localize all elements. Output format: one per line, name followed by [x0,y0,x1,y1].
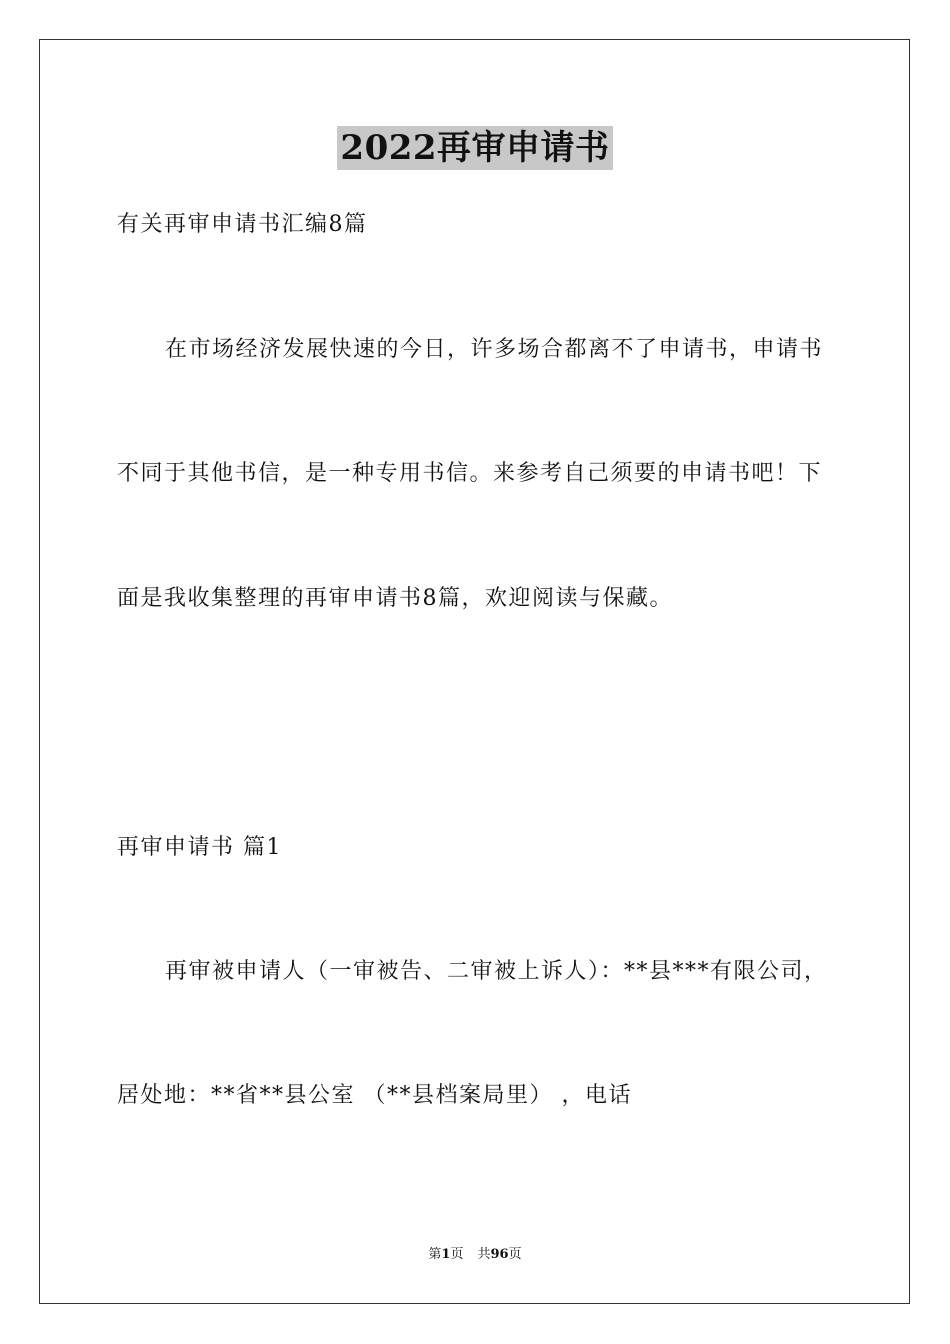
page-footer [0,1246,950,1264]
section-heading: 再审申请书 篇1 [117,835,282,860]
footer-total-prefix: 共 [477,1247,491,1262]
section-body-line-1: 再审被申请人（一审被告、二审被上诉人）：**县***有限公司， [165,959,828,984]
footer-page-prefix: 第 [428,1247,442,1262]
intro-line-2: 不同于其他书信，是一种专用书信。来参考自己须要的申请书吧！下 [117,461,823,486]
section-body-line-2: 居处地：**省**县公室 （**县档案局里） ，电话 [117,1083,632,1108]
footer-total-suffix: 页 [508,1247,522,1262]
document-title: 2022再审申请书 [337,126,612,170]
intro-line-3: 面是我收集整理的再审申请书8篇，欢迎阅读与保藏。 [117,586,673,611]
footer-total-pages: 96 [490,1247,509,1262]
footer-page-number: 1 [441,1247,451,1262]
intro-line-1: 在市场经济发展快速的今日，许多场合都离不了申请书，申请书 [165,337,824,362]
document-subtitle: 有关再审申请书汇编8篇 [117,212,368,237]
footer-page-suffix: 页 [450,1247,464,1262]
title-container [0,126,950,170]
